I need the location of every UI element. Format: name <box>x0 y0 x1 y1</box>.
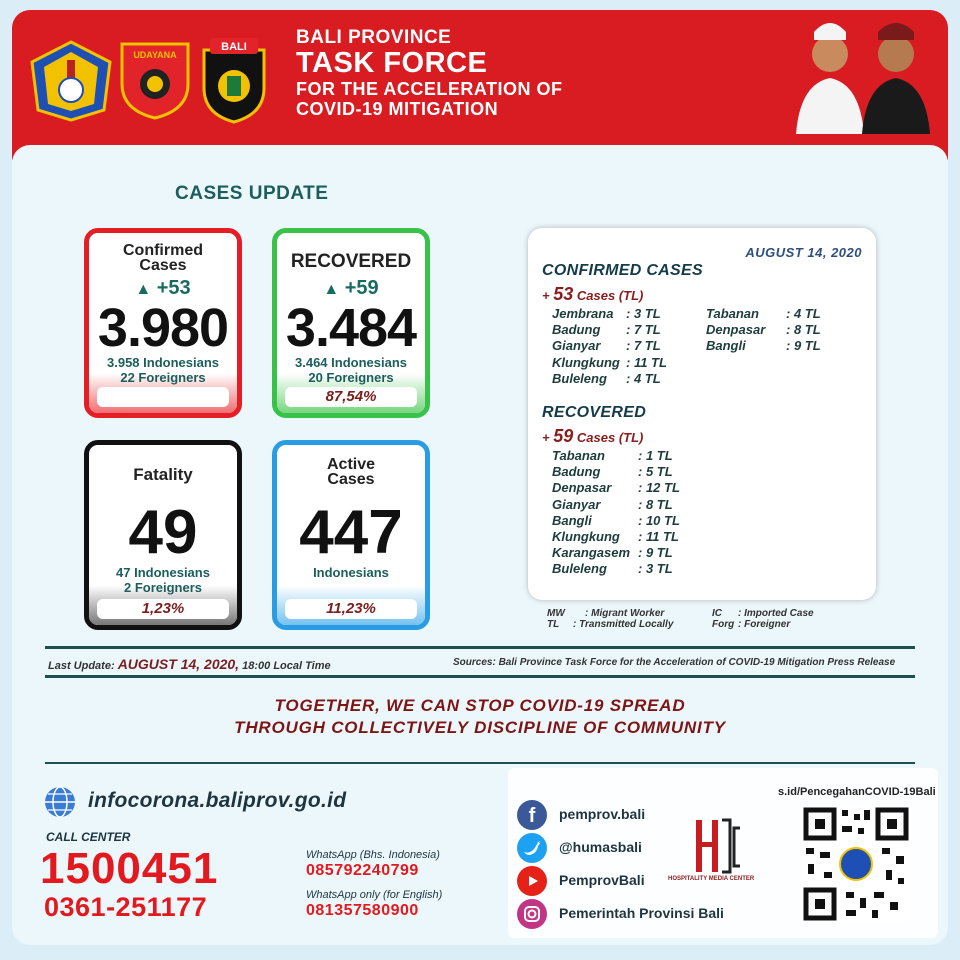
recovered-count-suffix: Cases <box>576 430 616 445</box>
fatality-label: Fatality <box>133 465 193 484</box>
call-center-number[interactable]: 1500451 <box>40 844 219 893</box>
confirmed-footer-bar <box>97 387 229 407</box>
globe-icon <box>44 786 76 823</box>
recovered-indonesians: 3.464 Indonesians <box>295 355 407 370</box>
header-line-acceleration: FOR THE ACCELERATION OF <box>296 79 563 99</box>
recovered-region-count: : 9 TL <box>638 545 673 561</box>
legend-mw-desc: : Migrant Worker <box>585 608 665 619</box>
bali-province-logo <box>30 40 112 122</box>
recovered-row <box>552 513 680 528</box>
confirmed-region-count: : 3 TL <box>626 306 661 321</box>
fatality-total: 49 <box>128 498 198 567</box>
confirmed-region-name: Badung <box>552 322 601 338</box>
call-center-label: CALL CENTER <box>46 830 131 844</box>
confirmed-row <box>552 371 661 386</box>
legend-tl-desc: : Transmitted Locally <box>573 619 674 630</box>
short-link[interactable]: s.id/PencegahanCOVID-19Bali <box>778 786 936 798</box>
fatality-foreigners: 2 Foreigners <box>123 580 203 595</box>
confirmed-label-line1: Confirmed <box>123 242 203 259</box>
confirmed-label-line2: Cases <box>139 257 187 274</box>
confirmed-foreigners: 22 Foreigners <box>120 370 206 385</box>
legend-ic-abbr: IC <box>712 608 722 619</box>
confirmed-breakdown-count <box>542 284 643 305</box>
last-update-label: Last Update: <box>48 660 115 672</box>
recovered-delta-value: +59 <box>344 277 379 299</box>
recovered-region-name: Denpasar <box>552 480 612 496</box>
confirmed-cases-card <box>84 228 242 418</box>
recovered-count-number: 59 <box>553 426 574 446</box>
divider-top <box>45 646 915 649</box>
youtube-icon <box>517 866 547 896</box>
confirmed-label <box>89 243 237 273</box>
active-breakdown <box>277 565 425 580</box>
recovered-percentage: 87,54% <box>285 387 417 407</box>
active-cases-card <box>272 440 430 630</box>
divider-bottom <box>45 675 915 678</box>
confirmed-breakdown-heading: CONFIRMED CASES <box>542 262 703 279</box>
hmc-caption: HOSPITALITY MEDIA CENTER <box>668 876 755 882</box>
recovered-region-count: : 3 TL <box>638 561 673 577</box>
confirmed-row <box>706 338 821 353</box>
bali-police-logo <box>200 36 268 124</box>
confirmed-count-number: 53 <box>553 284 574 304</box>
twitter-icon <box>517 833 547 863</box>
header-line-task-force: TASK FORCE <box>296 47 488 79</box>
facebook-handle: pemprov.bali <box>559 806 646 822</box>
whatsapp-english-label: WhatsApp only (for English) <box>306 889 443 901</box>
svg-text:f: f <box>528 805 536 827</box>
recovered-count-prefix: + <box>542 430 550 445</box>
breakdown-date: AUGUST 14, 2020 <box>745 245 862 260</box>
triangle-up-icon: ▲ <box>135 281 152 298</box>
whatsapp-indonesian-label: WhatsApp (Bhs. Indonesia) <box>306 849 440 861</box>
active-label <box>277 457 425 487</box>
confirmed-region-name: Gianyar <box>552 338 601 354</box>
confirmed-region-name: Buleleng <box>552 370 607 386</box>
legend-mw-abbr: MW <box>547 608 565 619</box>
confirmed-count-suffix: Cases <box>576 288 616 303</box>
confirmed-region-count: : 8 TL <box>786 322 821 338</box>
confirmed-row <box>552 355 667 370</box>
fatality-breakdown <box>89 565 237 595</box>
recovered-region-count: : 8 TL <box>638 496 673 512</box>
recovered-region-count: : 11 TL <box>638 529 679 544</box>
regional-breakdown-box <box>528 228 876 600</box>
fatality-percentage: 1,23% <box>97 599 229 619</box>
confirmed-region-count: : 7 TL <box>626 322 661 338</box>
confirmed-row <box>706 322 821 337</box>
last-update-time: 18:00 Local Time <box>242 660 331 672</box>
recovered-row <box>552 545 673 560</box>
recovered-label: RECOVERED <box>290 251 412 272</box>
confirmed-region-count: : 11 TL <box>626 354 667 370</box>
legend-tl <box>547 619 673 630</box>
header-title <box>296 28 563 118</box>
confirmed-region-count: : 4 TL <box>786 306 821 321</box>
facebook-icon <box>517 800 547 830</box>
recovered-total: 3.484 <box>285 298 417 358</box>
instagram-icon <box>517 899 547 929</box>
confirmed-row <box>552 338 661 353</box>
legend-ic-desc: : Imported Case <box>738 608 814 619</box>
website-link[interactable]: infocorona.baliprov.go.id <box>88 789 347 812</box>
slogan-line1: TOGETHER, WE CAN STOP COVID-19 SPREAD <box>274 696 686 715</box>
active-label-line2: Cases <box>327 471 375 488</box>
instagram-link[interactable] <box>517 899 747 929</box>
confirmed-row <box>552 322 661 337</box>
confirmed-region-count: : 7 TL <box>626 338 661 354</box>
fatality-card <box>84 440 242 630</box>
recovered-breakdown-count <box>542 426 643 447</box>
confirmed-indonesians: 3.958 Indonesians <box>107 355 219 370</box>
twitter-handle: @humasbali <box>559 839 642 855</box>
recovered-region-name: Tabanan <box>552 448 605 463</box>
header-line-province: BALI PROVINCE <box>296 27 452 48</box>
legend-tl-abbr: TL <box>547 619 560 630</box>
vice-governor-portrait <box>856 4 936 134</box>
recovered-row <box>552 448 673 463</box>
recovered-row <box>552 464 673 479</box>
confirmed-count-prefix: + <box>542 288 550 303</box>
last-update <box>48 656 331 672</box>
confirmed-count-unit: (TL) <box>618 288 644 303</box>
recovered-region-name: Badung <box>552 464 601 480</box>
recovered-row <box>552 497 673 512</box>
confirmed-region-name: Klungkung <box>552 354 620 370</box>
sources-note: Sources: Bali Province Task Force for the Acceleration of COVID-19 Mitigation Press Release <box>453 657 896 668</box>
legend-forg-desc: : Foreigner <box>738 619 791 630</box>
active-total: 447 <box>299 498 403 567</box>
bali-police-logo-text: BALI <box>221 41 247 53</box>
active-percentage: 11,23% <box>285 599 417 619</box>
recovered-card <box>272 228 430 418</box>
divider-footer <box>45 762 915 764</box>
legend-forg <box>712 619 790 630</box>
whatsapp-english-number[interactable]: 081357580900 <box>306 902 419 919</box>
last-update-date: AUGUST 14, 2020, <box>117 656 240 672</box>
fatality-indonesians: 47 Indonesians <box>116 565 210 580</box>
header-line-mitigation: COVID-19 MITIGATION <box>296 99 499 119</box>
whatsapp-indonesian-number[interactable]: 085792240799 <box>306 862 419 879</box>
recovered-region-count: : 1 TL <box>638 448 673 463</box>
confirmed-row <box>552 306 661 321</box>
recovered-row <box>552 561 673 576</box>
udayana-logo-text: UDAYANA <box>133 50 177 60</box>
recovered-row <box>552 529 679 544</box>
active-label-line1: Active <box>326 456 376 473</box>
recovered-region-count: : 12 TL <box>638 480 680 496</box>
triangle-up-icon: ▲ <box>323 281 340 298</box>
recovered-region-count: : 10 TL <box>638 512 680 528</box>
active-indonesians: Indonesians <box>313 565 389 580</box>
confirmed-delta-value: +53 <box>156 277 191 299</box>
recovered-region-count: : 5 TL <box>638 464 673 480</box>
udayana-logo <box>118 40 192 120</box>
office-phone-number[interactable]: 0361-251177 <box>44 892 208 922</box>
legend-mw <box>547 608 664 619</box>
instagram-handle: Pemerintah Provinsi Bali <box>559 905 724 921</box>
confirmed-region-count: : 9 TL <box>786 338 821 354</box>
recovered-region-name: Buleleng <box>552 561 607 577</box>
legend-ic <box>712 608 814 619</box>
slogan-line2: THROUGH COLLECTIVELY DISCIPLINE OF COMMUNITY <box>234 718 726 737</box>
recovered-region-name: Klungkung <box>552 529 620 544</box>
cases-update-title: CASES UPDATE <box>175 183 329 204</box>
recovered-region-name: Karangasem <box>552 545 631 561</box>
recovered-row <box>552 480 680 495</box>
recovered-foreigners: 20 Foreigners <box>308 370 394 385</box>
confirmed-region-name: Denpasar <box>706 322 766 338</box>
recovered-count-unit: (TL) <box>618 430 644 445</box>
recovered-breakdown-heading: RECOVERED <box>542 404 647 421</box>
qr-code[interactable] <box>802 806 910 922</box>
recovered-region-name: Bangli <box>552 512 592 528</box>
recovered-region-name: Gianyar <box>552 496 601 512</box>
confirmed-breakdown <box>89 355 237 385</box>
confirmed-row <box>706 306 821 321</box>
recovered-breakdown <box>277 355 425 385</box>
confirmed-region-name: Bangli <box>706 338 746 354</box>
confirmed-total: 3.980 <box>97 298 229 358</box>
confirmed-region-name: Jembrana <box>552 306 614 321</box>
confirmed-region-name: Tabanan <box>706 306 759 321</box>
legend-forg-abbr: Forg <box>712 619 735 630</box>
youtube-handle: PemprovBali <box>559 872 645 888</box>
confirmed-region-count: : 4 TL <box>626 370 661 386</box>
